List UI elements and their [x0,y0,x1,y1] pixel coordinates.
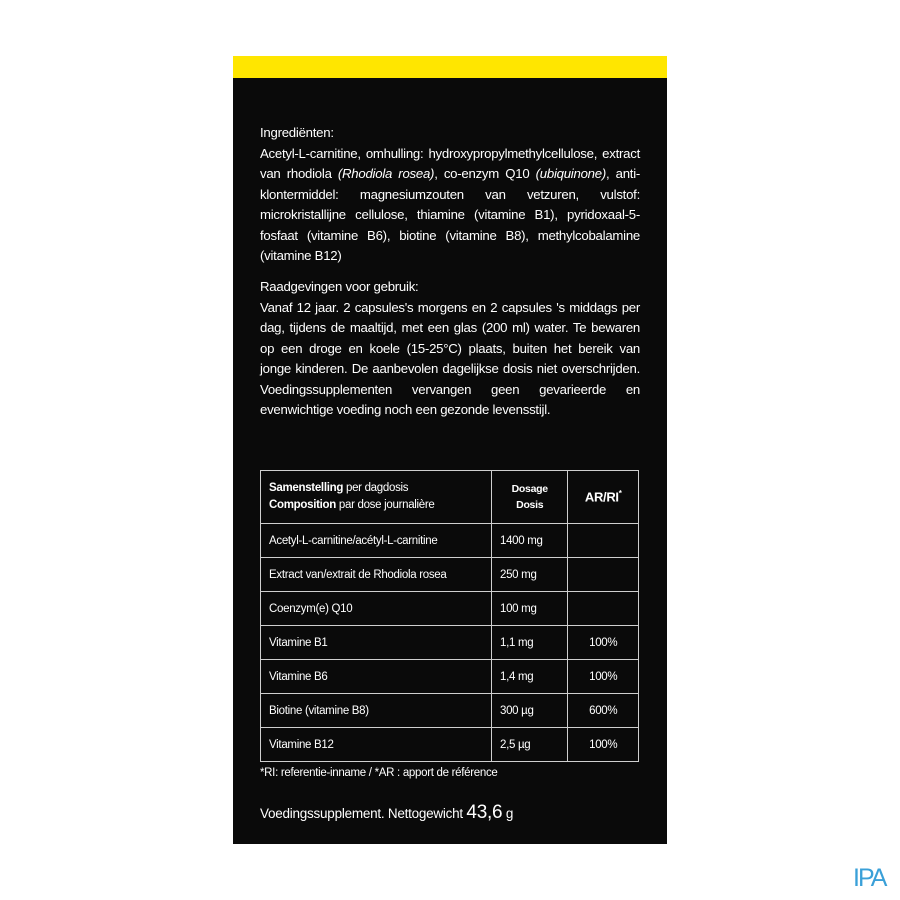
ingredients-part: , anti-klontermiddel: magnesiumzouten van vetzuren, vulstof: microkristallijne cellulose, thiamine (vitamine B1), pyridoxaal-5-fosfaat (vitamine B6), biotine (vitamine B8), methylcobalamine (vitamine B12) [260,166,641,263]
header-line1-bold: Samenstelling [269,482,344,494]
table-body [261,524,639,762]
nutrient-name: Biotine (vitamine B8) [261,694,492,728]
usage-text: Vanaf 12 jaar. 2 capsules's morgens en 2 capsules 's middags per dag, tijdens de maaltijd, met een glas (200 ml) water. Te bewaren op een droge en koele (15-25°C) plaats, buiten het bereik van jonge kinderen. De aanbevolen dagelijkse dosis niet overschrijden. Voedingssupplementen vervangen geen gevarieerde en evenwichtige voeding noch een gezonde levensstijl. [260,299,640,417]
nutrient-ar-ri: 600% [568,694,639,728]
header-line2-bold: Composition [269,499,336,511]
nutrient-ar-ri [568,558,639,592]
table-row [261,694,639,728]
table-row [261,592,639,626]
nutrient-name: Vitamine B6 [261,660,492,694]
usage-section [260,277,640,421]
ingredients-heading: Ingrediënten: [260,125,334,140]
nutrient-ar-ri: 100% [568,728,639,762]
usage-heading: Raadgevingen voor gebruik: [260,279,419,294]
header-dose [491,471,567,524]
nutrient-dose: 100 mg [491,592,567,626]
header-ar-label: AR/RI [584,489,619,505]
nutrient-name: Vitamine B1 [261,626,492,660]
ingredients-part: Acetyl-L-carnitine, omhulling: hydroxypropylmethylcellulose, extract van rhodiola [260,145,640,181]
ingredients-part: (ubiquinone) [535,166,606,181]
table-header-row [261,471,639,524]
nutrient-ar-ri [568,592,639,626]
nutrient-dose: 250 mg [491,558,567,592]
net-weight-label: Voedingssupplement. Nettogewicht [260,806,467,821]
net-weight-value: 43,6 [466,802,503,823]
label-panel [233,56,667,844]
nutrient-ar-ri: 100% [568,660,639,694]
ingredients-section [260,123,640,267]
composition-table [260,470,639,762]
header-ar-sup: * [618,489,622,499]
nutrient-name: Coenzym(e) Q10 [261,592,492,626]
table-row [261,626,639,660]
table-row [261,558,639,592]
header-dose-line2: Dosis [516,499,544,511]
logo-text: IPA [853,864,886,889]
table-row [261,524,639,558]
nutrient-name: Vitamine B12 [261,728,492,762]
header-line1-rest: per dagdosis [343,482,409,494]
footnote: *RI: referentie-inname / *AR : apport de référence [260,767,498,779]
ingredients-text [260,144,640,267]
nutrient-dose: 1,1 mg [491,626,567,660]
nutrient-dose: 300 µg [491,694,567,728]
nutrient-dose: 2,5 µg [491,728,567,762]
nutrient-dose: 1,4 mg [491,660,567,694]
nutrient-ar-ri [568,524,639,558]
yellow-accent-bar [233,56,667,78]
table-row [261,728,639,762]
nutrient-ar-ri: 100% [568,626,639,660]
header-dose-line1: Dosage [511,483,548,495]
header-line2-rest: par dose journalière [335,499,435,511]
ingredients-part: (Rhodiola rosea) [337,166,435,181]
nutrient-name: Extract van/extrait de Rhodiola rosea [261,558,492,592]
header-composition [261,471,492,524]
nutrient-name: Acetyl-L-carnitine/acétyl-L-carnitine [261,524,492,558]
header-ar-ri [568,471,639,524]
net-weight-unit: g [502,806,514,821]
ipa-logo [853,863,889,889]
net-weight [260,802,513,824]
ingredients-part: , co-enzym Q10 [434,166,536,181]
table-row [261,660,639,694]
nutrient-dose: 1400 mg [491,524,567,558]
